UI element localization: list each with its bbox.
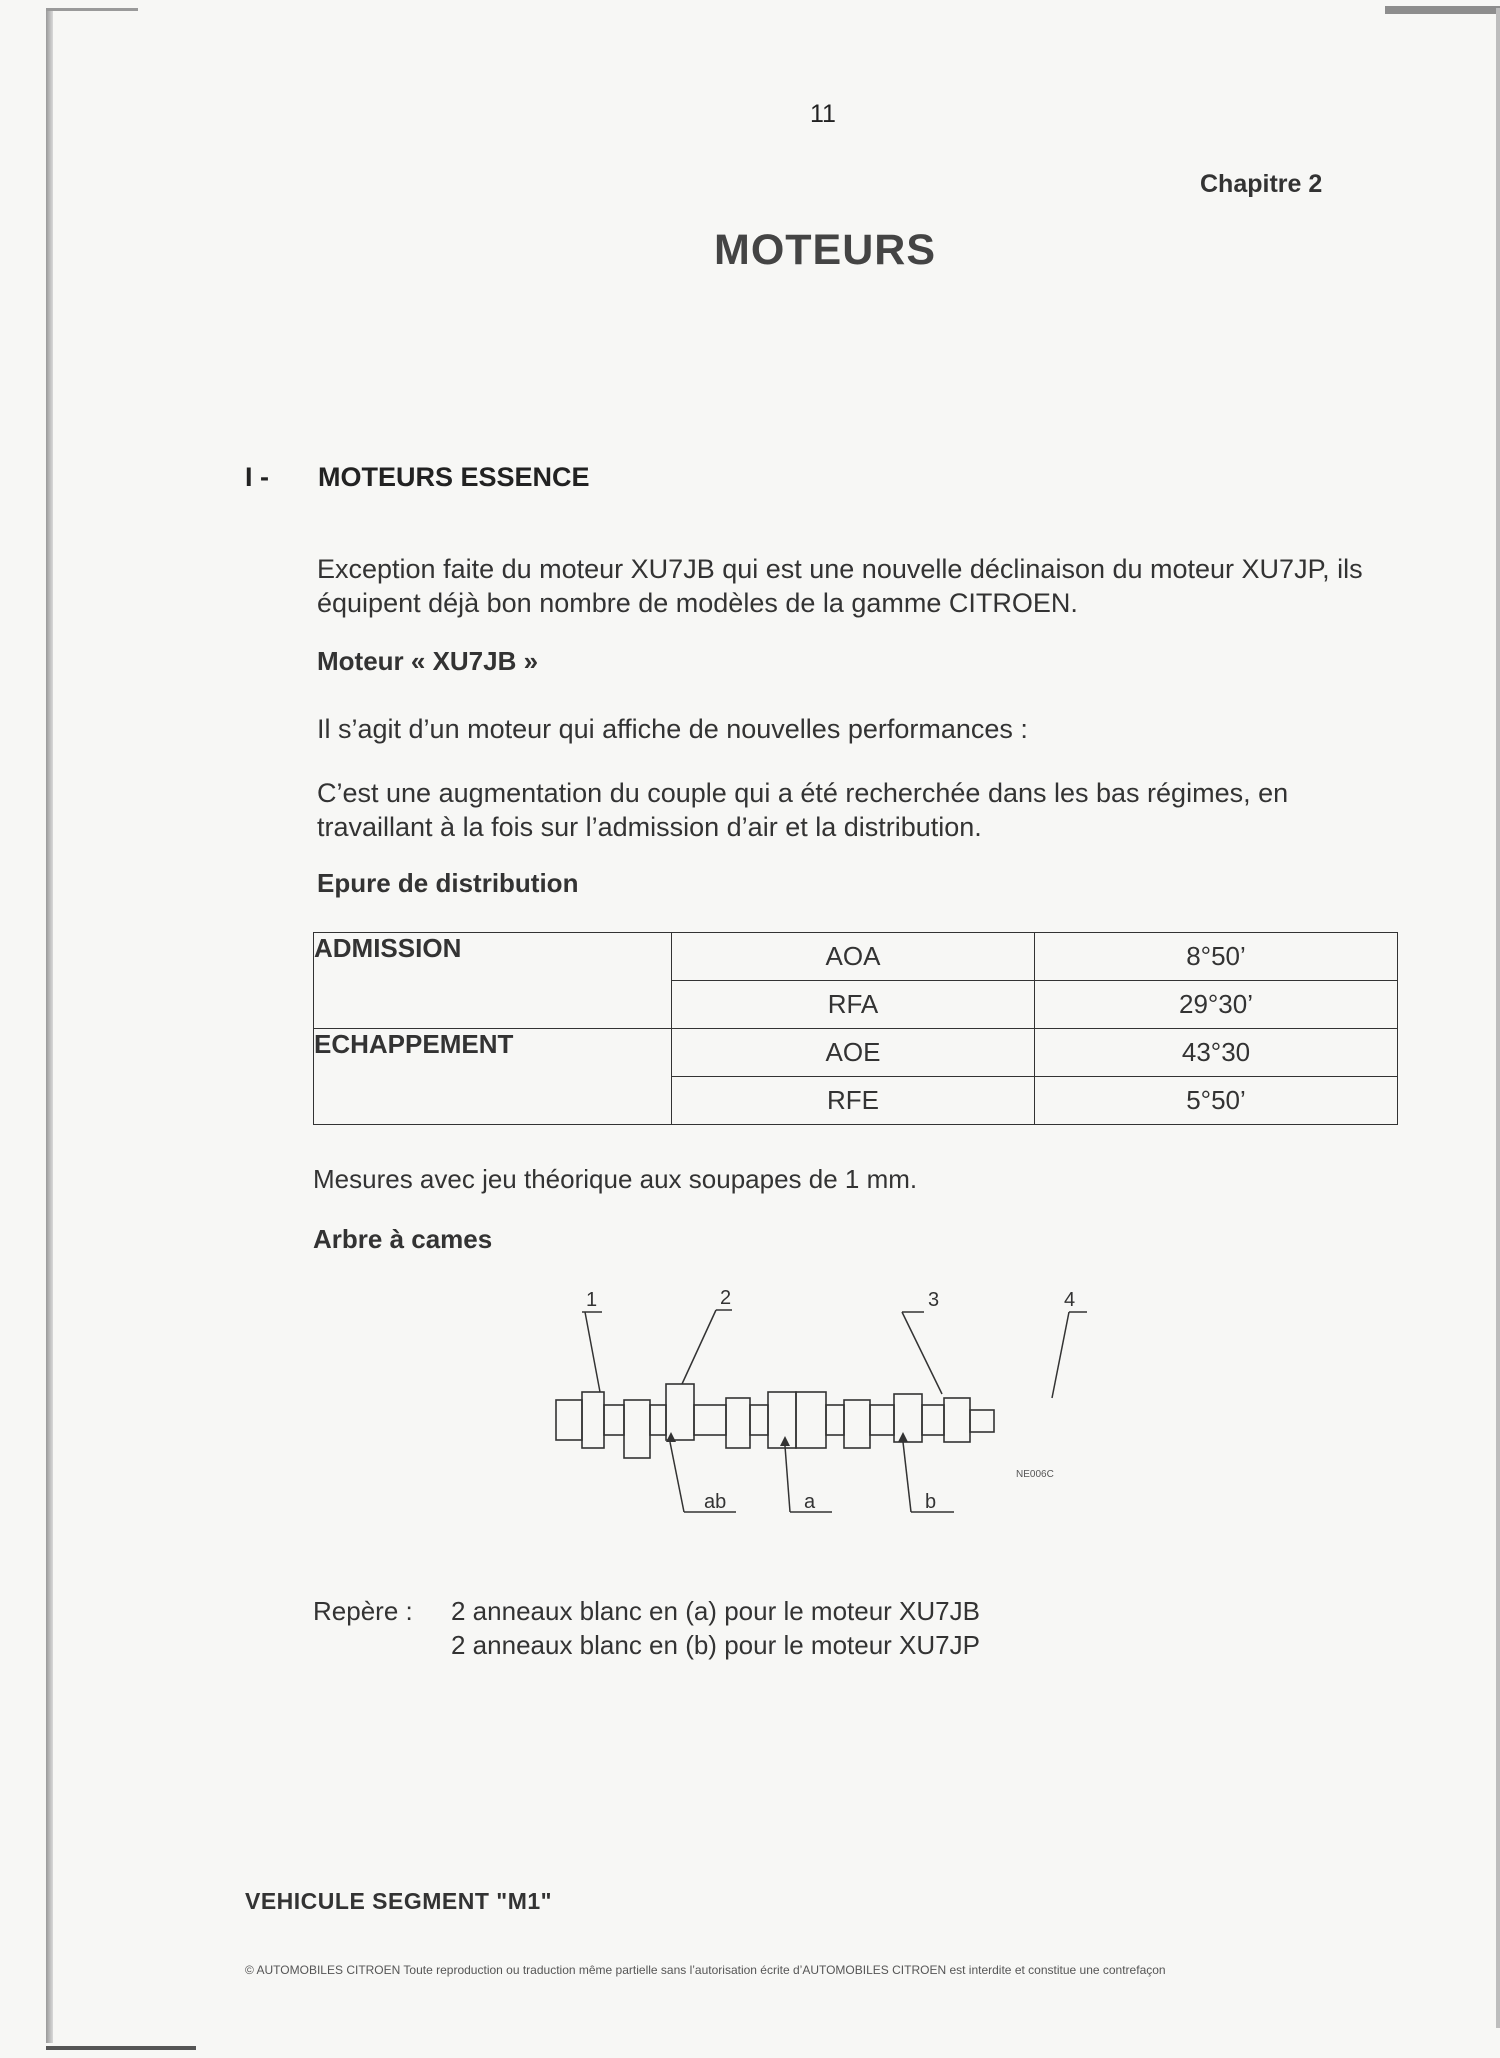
section-title: MOTEURS ESSENCE [318,462,590,492]
camshaft-diagram [540,1280,1100,1540]
clearance-note: Mesures avec jeu théorique aux soupapes de 1 mm. [313,1164,918,1194]
repere-line: 2 anneaux blanc en (b) pour le moteur XU7JP [451,1630,980,1660]
page-title: MOTEURS [714,226,936,274]
leader-lines [582,1310,1087,1512]
marker-arrows [666,1432,908,1446]
intro-paragraph: Exception faite du moteur XU7JB qui est une nouvelle déclinaison du moteur XU7JP, ils équipent déjà bon nombre de modèles de la gamme CITROEN. [317,554,1363,618]
scan-edge-left [46,8,53,2043]
value-cell: 5°50’ [1035,1077,1398,1125]
mark-ab: ab [704,1491,727,1513]
group-cell-echappement: ECHAPPEMENT [314,1029,672,1125]
distribution-table [313,932,1398,1125]
scan-edge-right [1496,8,1500,2028]
footer-title: VEHICULE SEGMENT "M1" [245,1888,553,1914]
table-row [314,933,1398,981]
scan-edge-bottom [46,2046,196,2050]
camshaft-shaft [556,1384,994,1458]
torque-paragraph: C’est une augmentation du couple qui a été recherchée dans les bas régimes, en travaillant à la fois sur l’admission d’air et la distribution. [317,778,1289,842]
scan-edge-top [46,8,138,11]
table-row [314,1029,1398,1077]
chapter-label: Chapitre 2 [1200,170,1323,198]
callout-1: 1 [586,1289,598,1311]
value-cell: 8°50’ [1035,933,1398,981]
section-number: I - [245,462,269,492]
code-cell: RFE [672,1077,1035,1125]
page-number: 11 [810,100,836,128]
camshaft-heading: Arbre à cames [313,1224,493,1254]
performance-paragraph: Il s’agit d’un moteur qui affiche de nouvelles performances : [317,714,1028,744]
mark-b: b [925,1491,937,1513]
copyright-notice: © AUTOMOBILES CITROEN Toute reproduction ou traduction même partielle sans l’autorisation écrite d’AUTOMOBILES CITROEN est interdite et constitue une contrefaçon [245,1963,1166,1977]
callout-2: 2 [720,1287,732,1309]
mark-a: a [804,1491,816,1513]
value-cell: 29°30’ [1035,981,1398,1029]
callout-4: 4 [1064,1289,1076,1311]
code-cell: RFA [672,981,1035,1029]
distribution-heading: Epure de distribution [317,868,579,898]
callout-3: 3 [928,1289,940,1311]
value-cell: 43°30 [1035,1029,1398,1077]
figure-ref: NE006C [1016,1469,1054,1480]
repere-line: 2 anneaux blanc en (a) pour le moteur XU7JB [451,1596,980,1626]
repere-label: Repère : [313,1596,413,1626]
code-cell: AOA [672,933,1035,981]
group-cell-admission: ADMISSION [314,933,672,1029]
scan-edge-top-right [1385,6,1500,14]
code-cell: AOE [672,1029,1035,1077]
engine-subheading: Moteur « XU7JB » [317,646,539,676]
